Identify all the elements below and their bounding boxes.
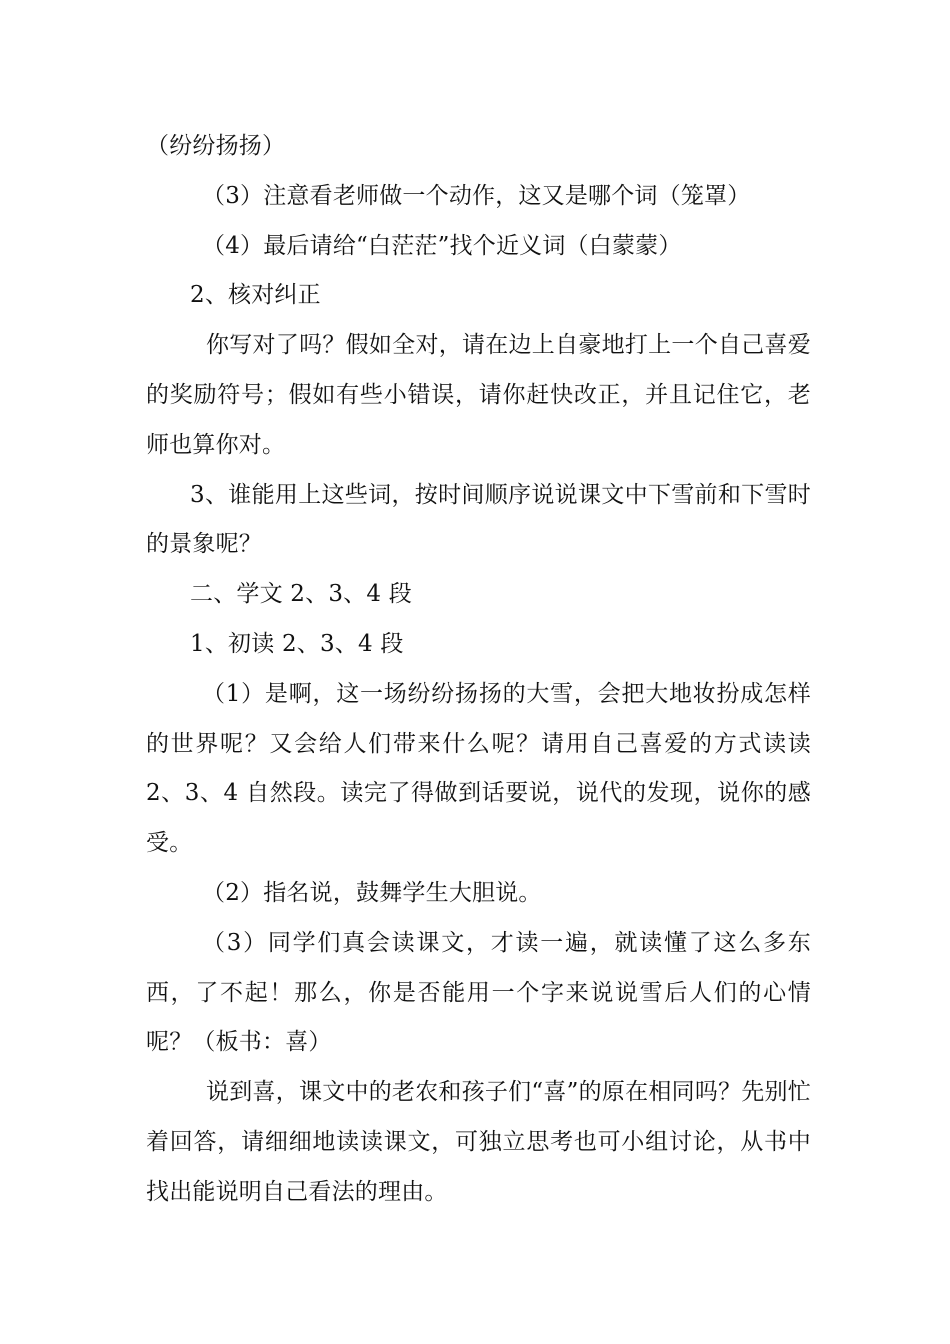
document-body bbox=[146, 122, 811, 1218]
paragraph-4: 2、核对纠正 bbox=[190, 282, 321, 309]
paragraph-5: 你写对了吗？假如全对，请在边上自豪地打上一个自己喜爱的奖励符号；假如有些小错误，请你赶快改正，并且记住它，老师也算你对。 bbox=[146, 332, 811, 458]
paragraph-12: 说到喜，课文中的老农和孩子们“喜”的原在相同吗？先别忙着回答，请细细地读读课文，可独立思考也可小组讨论，从书中找出能说明自己看法的理由。 bbox=[146, 1079, 811, 1205]
paragraph-9: （1）是啊，这一场纷纷扬扬的大雪，会把大地妆扮成怎样的世界呢？又会给人们带来什么呢？请用自己喜爱的方式读读 2、3、4 自然段。读完了得做到话要说，说代的发现，说你的感受。 bbox=[146, 680, 811, 857]
paragraph-7: 二、学文 2、3、4 段 bbox=[190, 581, 412, 608]
paragraph-1: （纷纷扬扬） bbox=[146, 133, 286, 159]
paragraph-3: （4）最后请给“白茫茫”找个近义词（白蒙蒙） bbox=[202, 232, 682, 259]
paragraph-2: （3）注意看老师做一个动作，这又是哪个词（笼罩） bbox=[202, 182, 751, 209]
paragraph-10: （2）指名说，鼓舞学生大胆说。 bbox=[202, 879, 542, 906]
paragraph-8: 1、初读 2、3、4 段 bbox=[190, 630, 404, 657]
paragraph-11: （3）同学们真会读课文，才读一遍，就读懂了这么多东西，了不起！那么，你是否能用一个字来说说雪后人们的心情呢？（板书：喜） bbox=[146, 929, 811, 1056]
paragraph-6: 3、谁能用上这些词，按时间顺序说说课文中下雪前和下雪时的景象呢？ bbox=[146, 481, 811, 558]
